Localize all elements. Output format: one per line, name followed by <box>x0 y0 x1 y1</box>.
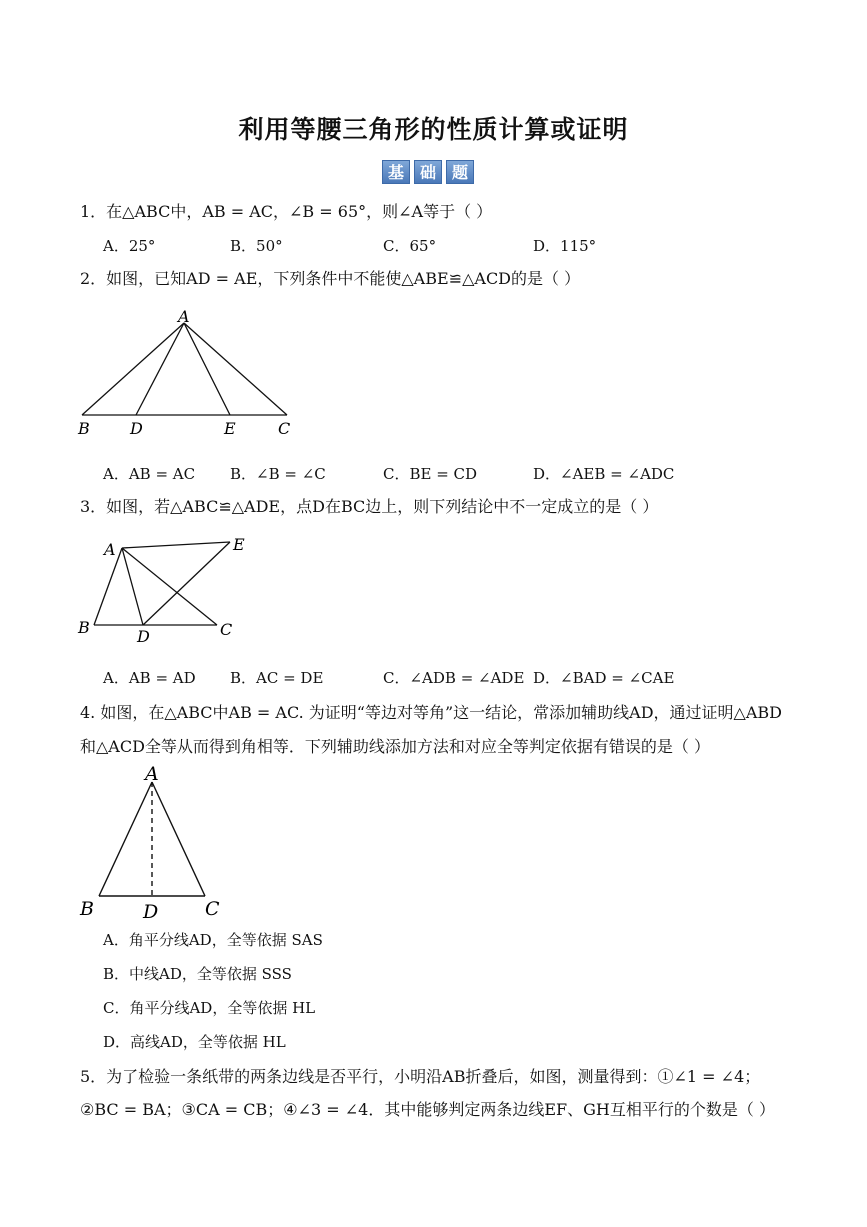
q3-label-d: D <box>137 627 150 645</box>
q3-label-b: B <box>78 618 90 637</box>
q1-option-a: A．25° <box>103 237 156 255</box>
q4-label-d: D <box>143 901 159 923</box>
q3-option-a: A．AB = AD <box>103 669 196 687</box>
q3-figure-triangles <box>70 530 260 645</box>
badge-char-2: 础 <box>414 160 442 184</box>
q4-label-a: A <box>145 763 159 785</box>
q3-label-a: A <box>104 540 116 559</box>
q1-option-b: B．50° <box>230 237 283 255</box>
q3-option-c: C．∠ADB = ∠ADE <box>383 669 525 687</box>
q2-figure-triangle <box>70 305 310 440</box>
badge-char-3: 题 <box>446 160 474 184</box>
q2-option-a: A．AB = AC <box>103 465 196 483</box>
question-5-line-2: ②BC = BA；③CA = CB；④∠3 = ∠4．其中能够判定两条边线EF、GH互相平行的个数是（ ） <box>80 1100 775 1119</box>
badge-char-1: 基 <box>382 160 410 184</box>
q4-option-a: A．角平分线AD，全等依据 SAS <box>103 931 323 949</box>
question-4-line-1: 4. 如图，在△ABC中AB = AC. 为证明“等边对等角”这一结论，常添加辅助线AD，通过证明△ABD <box>80 703 782 722</box>
q2-label-c: C <box>278 419 291 438</box>
q3-label-e: E <box>233 535 245 554</box>
q3-option-d: D．∠BAD = ∠CAE <box>533 669 675 687</box>
q2-option-b: B．∠B = ∠C <box>230 465 326 483</box>
q2-label-e: E <box>224 419 236 438</box>
q4-label-b: B <box>80 898 94 920</box>
q3-option-b: B．AC = DE <box>230 669 324 687</box>
q2-label-a: A <box>178 307 190 326</box>
section-badge <box>382 160 474 184</box>
question-5-line-1: 5．为了检验一条纸带的两条边线是否平行，小明沿AB折叠后，如图，测量得到：①∠1 = ∠4； <box>80 1067 761 1086</box>
q2-option-d: D．∠AEB = ∠ADC <box>533 465 675 483</box>
q4-option-d: D．高线AD，全等依据 HL <box>103 1033 286 1051</box>
question-4-line-2: 和△ACD全等从而得到角相等．下列辅助线添加方法和对应全等判定依据有错误的是（ ） <box>80 737 711 756</box>
question-1-text: 1．在△ABC中，AB = AC，∠B = 65°，则∠A等于（ ） <box>80 202 493 221</box>
q4-option-c: C．角平分线AD，全等依据 HL <box>103 999 316 1017</box>
question-2-text: 2．如图，已知AD = AE，下列条件中不能使△ABE≌△ACD的是（ ） <box>80 269 581 288</box>
question-3-text: 3．如图，若△ABC≌△ADE，点D在BC边上，则下列结论中不一定成立的是（ ） <box>80 497 659 516</box>
page-title: 利用等腰三角形的性质计算或证明 <box>238 115 629 144</box>
q4-option-b: B．中线AD，全等依据 SSS <box>103 965 292 983</box>
q2-option-c: C．BE = CD <box>383 465 478 483</box>
q2-label-d: D <box>130 419 143 438</box>
q3-label-c: C <box>220 620 233 639</box>
q1-option-d: D．115° <box>533 237 597 255</box>
q2-label-b: B <box>78 419 90 438</box>
q1-option-c: C．65° <box>383 237 437 255</box>
q4-label-c: C <box>205 898 220 920</box>
q4-figure-triangle <box>75 760 235 925</box>
